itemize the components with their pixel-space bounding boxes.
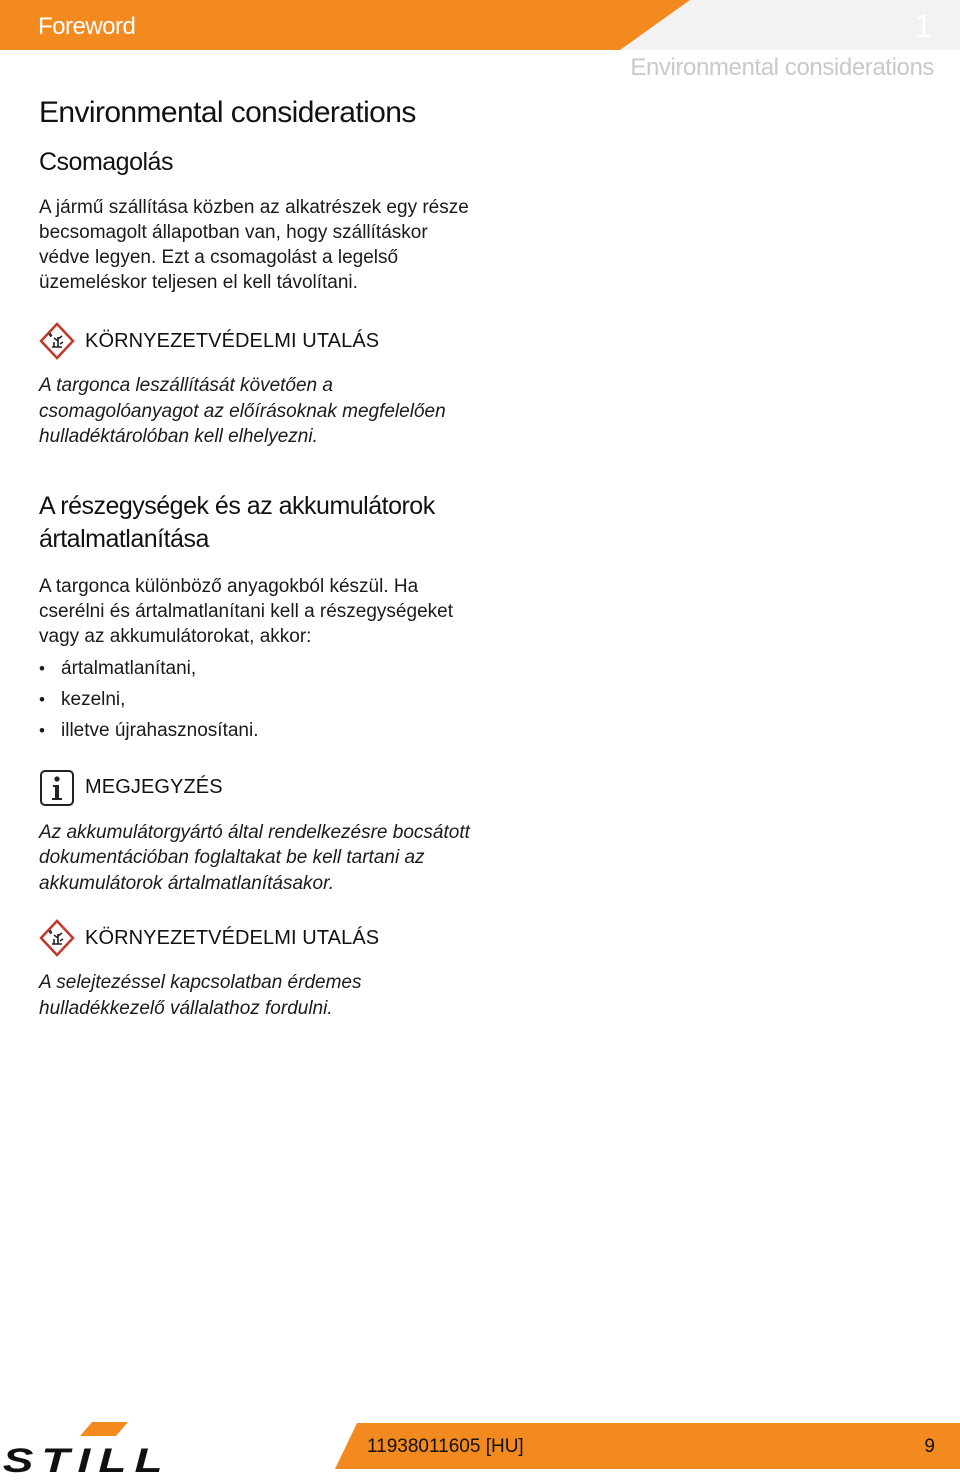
chapter-title: Foreword [38,13,136,40]
notice-title: MEGJEGYZÉS [85,776,223,798]
notice-title: KÖRNYEZETVÉDELMI UTALÁS [85,926,380,949]
list-item: • illetve újrahasznosítani. [39,715,479,746]
section-heading-packaging: Csomagolás [39,148,173,176]
notice-text: A selejtezéssel kapcsolatban érdemes hulladékkezelő vállalathoz fordulni. [39,972,362,1019]
section-subtitle: Environmental considerations [630,54,934,81]
svg-text:STILL: STILL [2,1440,171,1476]
section-heading-disposal: A részegységek és az akkumulátorok ártalmatlanítása [39,491,435,553]
page-content [39,96,479,1021]
notice-text: A targonca leszállítását követően a csomagolóanyagot az előírásoknak megfelelően hulladéktárolóban kell elhelyezni. [39,375,446,447]
info-notice [39,768,479,897]
section-text-disposal: A targonca különböző anyagokból készül. Ha cserélni és ártalmatlanítani kell a részegységeket vagy az akkumulátorokat, akkor: [39,575,453,647]
page-number: 9 [924,1436,935,1457]
still-logo [0,1418,180,1476]
notice-title: KÖRNYEZETVÉDELMI UTALÁS [85,329,380,352]
environment-notice [39,918,479,1021]
notice-text: Az akkumulátorgyártó által rendelkezésre bocsátott dokumentációban foglaltakat be kell tartani az akkumulátorok ártalmatlanításakor. [39,821,470,894]
list-item: • ártalmatlanítani, [39,653,479,684]
environment-warning-icon [39,919,75,957]
chapter-number: 1 [914,8,932,44]
environment-warning-icon [39,322,75,360]
info-icon [39,769,75,807]
environment-notice [39,321,479,450]
page-title: Environmental considerations [39,96,416,129]
disposal-list [39,653,479,746]
section-text-packaging: A jármű szállítása közben az alkatrészek egy része becsomagolt állapotban van, hogy szállításkor védve legyen. Ezt a csomagolást a legelső üzemeléskor teljesen el kell távolítani. [39,197,469,293]
list-item: • kezelni, [39,684,479,715]
document-code: 11938011605 [HU] [367,1436,524,1457]
